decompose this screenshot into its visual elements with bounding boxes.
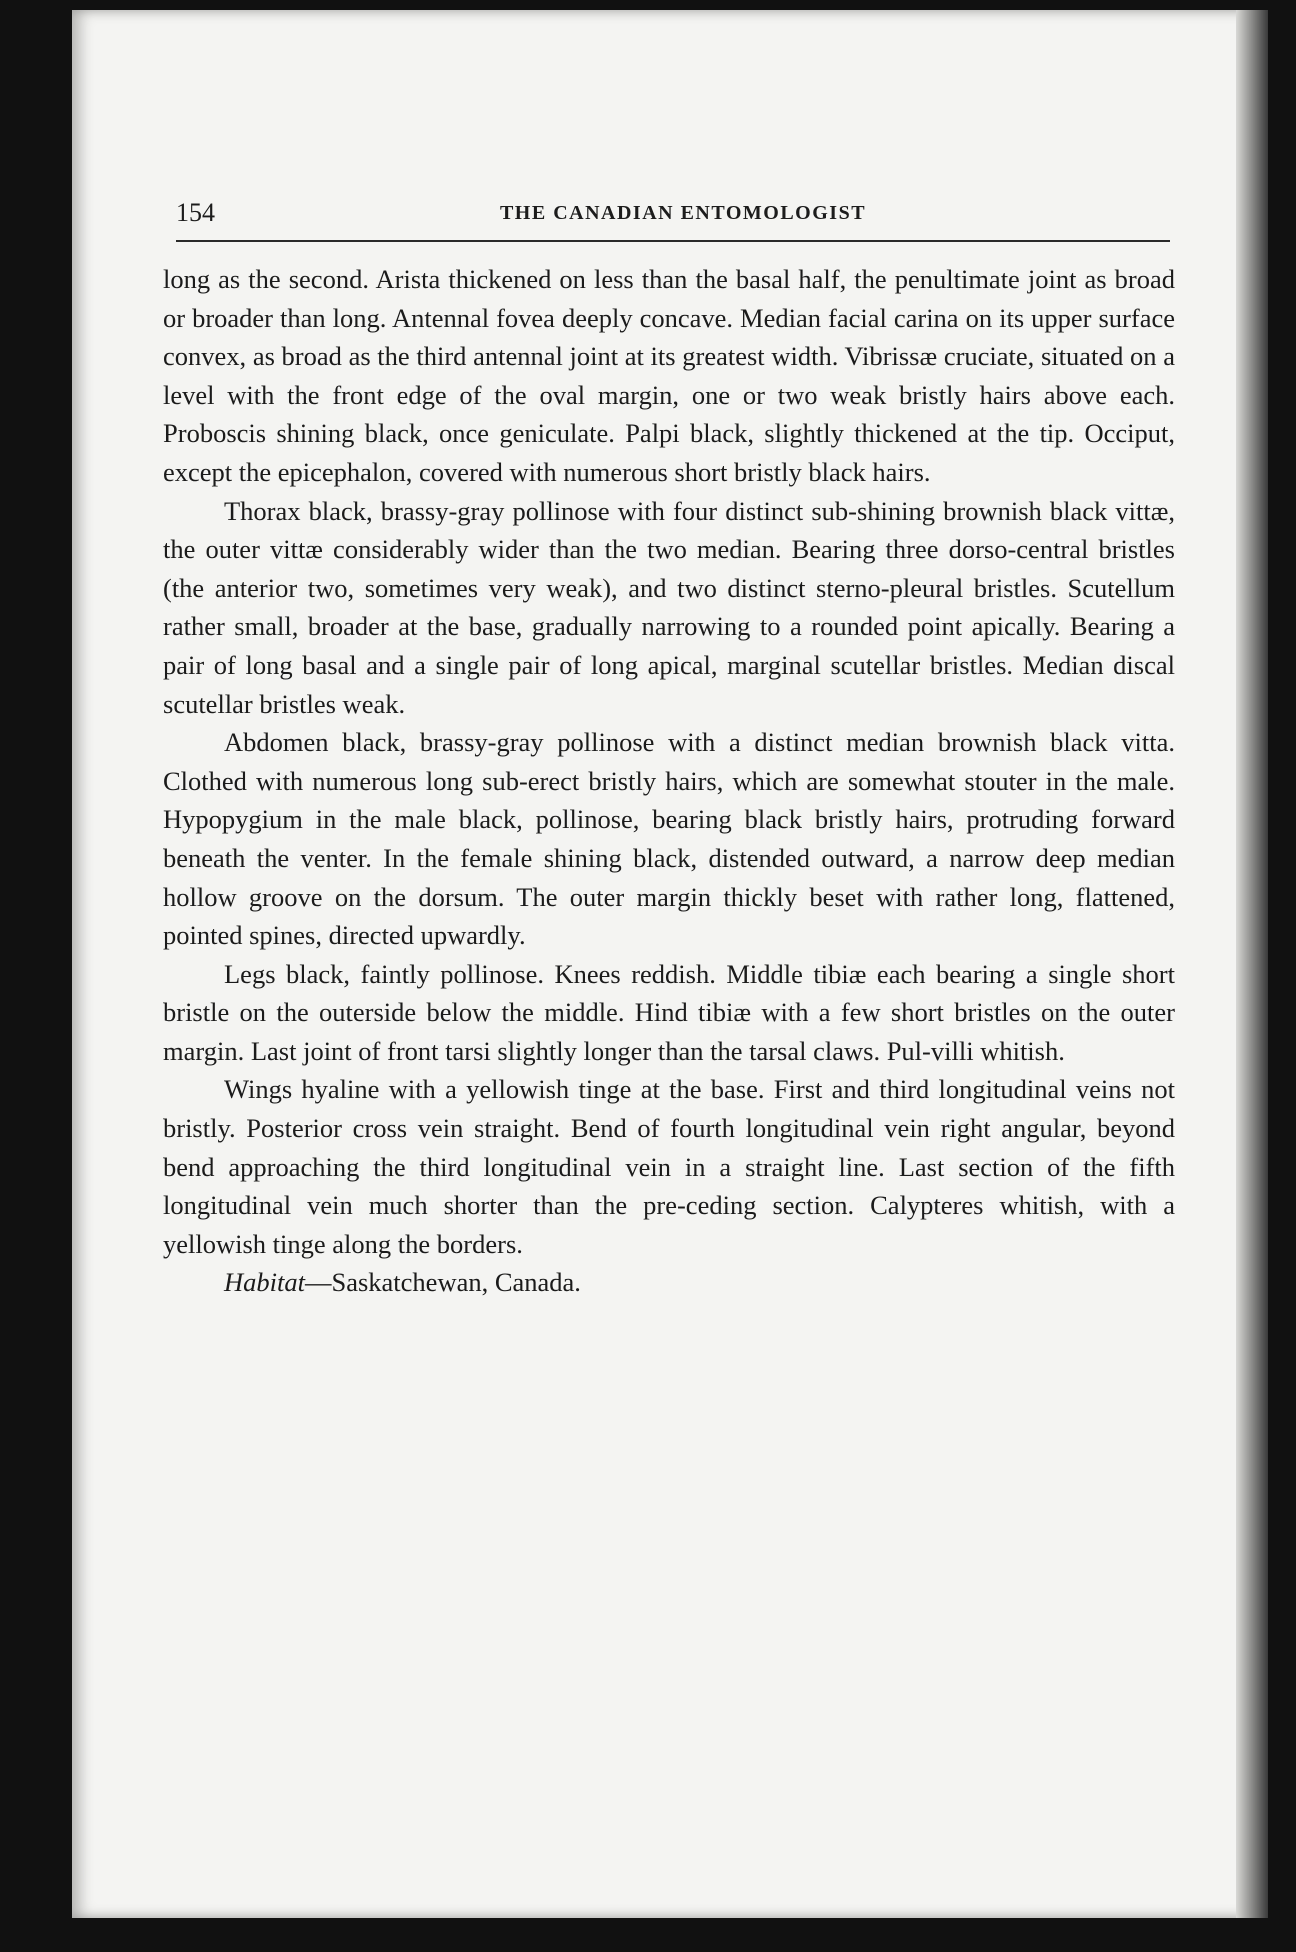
running-head: THE CANADIAN ENTOMOLOGIST xyxy=(499,202,867,224)
paragraph-habitat xyxy=(163,1263,1175,1302)
habitat-value: Saskatchewan, Canada. xyxy=(331,1267,581,1298)
paragraph-abdomen: Abdomen black, brassy-gray pollinose with a distinct median brownish black vitta. Clothed with numerous long sub-erect bristly hairs, which are somewhat stouter in the male. Hypopygium in the male black, pollinose, bearing black bristly hairs, protruding forward beneath the venter. In the female shining black, distended outward, a narrow deep median hollow groove on the dorsum. The outer margin thickly beset with rather long, flattened, pointed spines, directed upwardly. xyxy=(163,727,1175,951)
page-number: 154 xyxy=(176,198,215,227)
paragraph-thorax: Thorax black, brassy-gray pollinose with four distinct sub-shining brownish black vittæ, the outer vittæ considerably wider than the two median. Bearing three dorso-central bristles (the anterior two, sometimes very weak), and two distinct sterno-pleural bristles. Scutellum rather small, broader at the base, gradually narrowing to a rounded point apically. Bearing a pair of long basal and a single pair of long apical, marginal scutellar bristles. Median discal scutellar bristles weak. xyxy=(163,495,1175,719)
body-text xyxy=(163,260,1175,1302)
paragraph-wings: Wings hyaline with a yellowish tinge at the base. First and third longitudinal veins not bristly. Posterior cross vein straight. Bend of fourth longitudinal vein right angular, beyond bend approaching the third longitudinal vein in a straight line. Last section of the fifth longitudinal vein much shorter than the pre-ceding section. Calypteres whitish, with a yellowish tinge along the borders. xyxy=(163,1074,1175,1259)
page-edge-shadow xyxy=(1236,10,1268,1918)
paragraph-head-description: long as the second. Arista thickened on less than the basal half, the penultimate joint as broad or broader than long. Antennal fovea deeply concave. Median facial carina on its upper surface convex, as broad as the third antennal joint at its greatest width. Vibrissæ cruciate, situated on a level with the front edge of the oval margin, one or two weak bristly hairs above each. Proboscis shining black, once geniculate. Palpi black, slightly thickened at the tip. Occiput, except the epicephalon, covered with numerous short bristly black hairs. xyxy=(163,264,1175,487)
habitat-label: Habitat xyxy=(224,1267,305,1298)
header-rule xyxy=(176,240,1170,242)
habitat-dash: — xyxy=(304,1267,332,1298)
paragraph-legs: Legs black, faintly pollinose. Knees reddish. Middle tibiæ each bearing a single short bristle on the outerside below the middle. Hind tibiæ with a few short bristles on the outer margin. Last joint of front tarsi slightly longer than the tarsal claws. Pul-villi whitish. xyxy=(163,958,1175,1066)
